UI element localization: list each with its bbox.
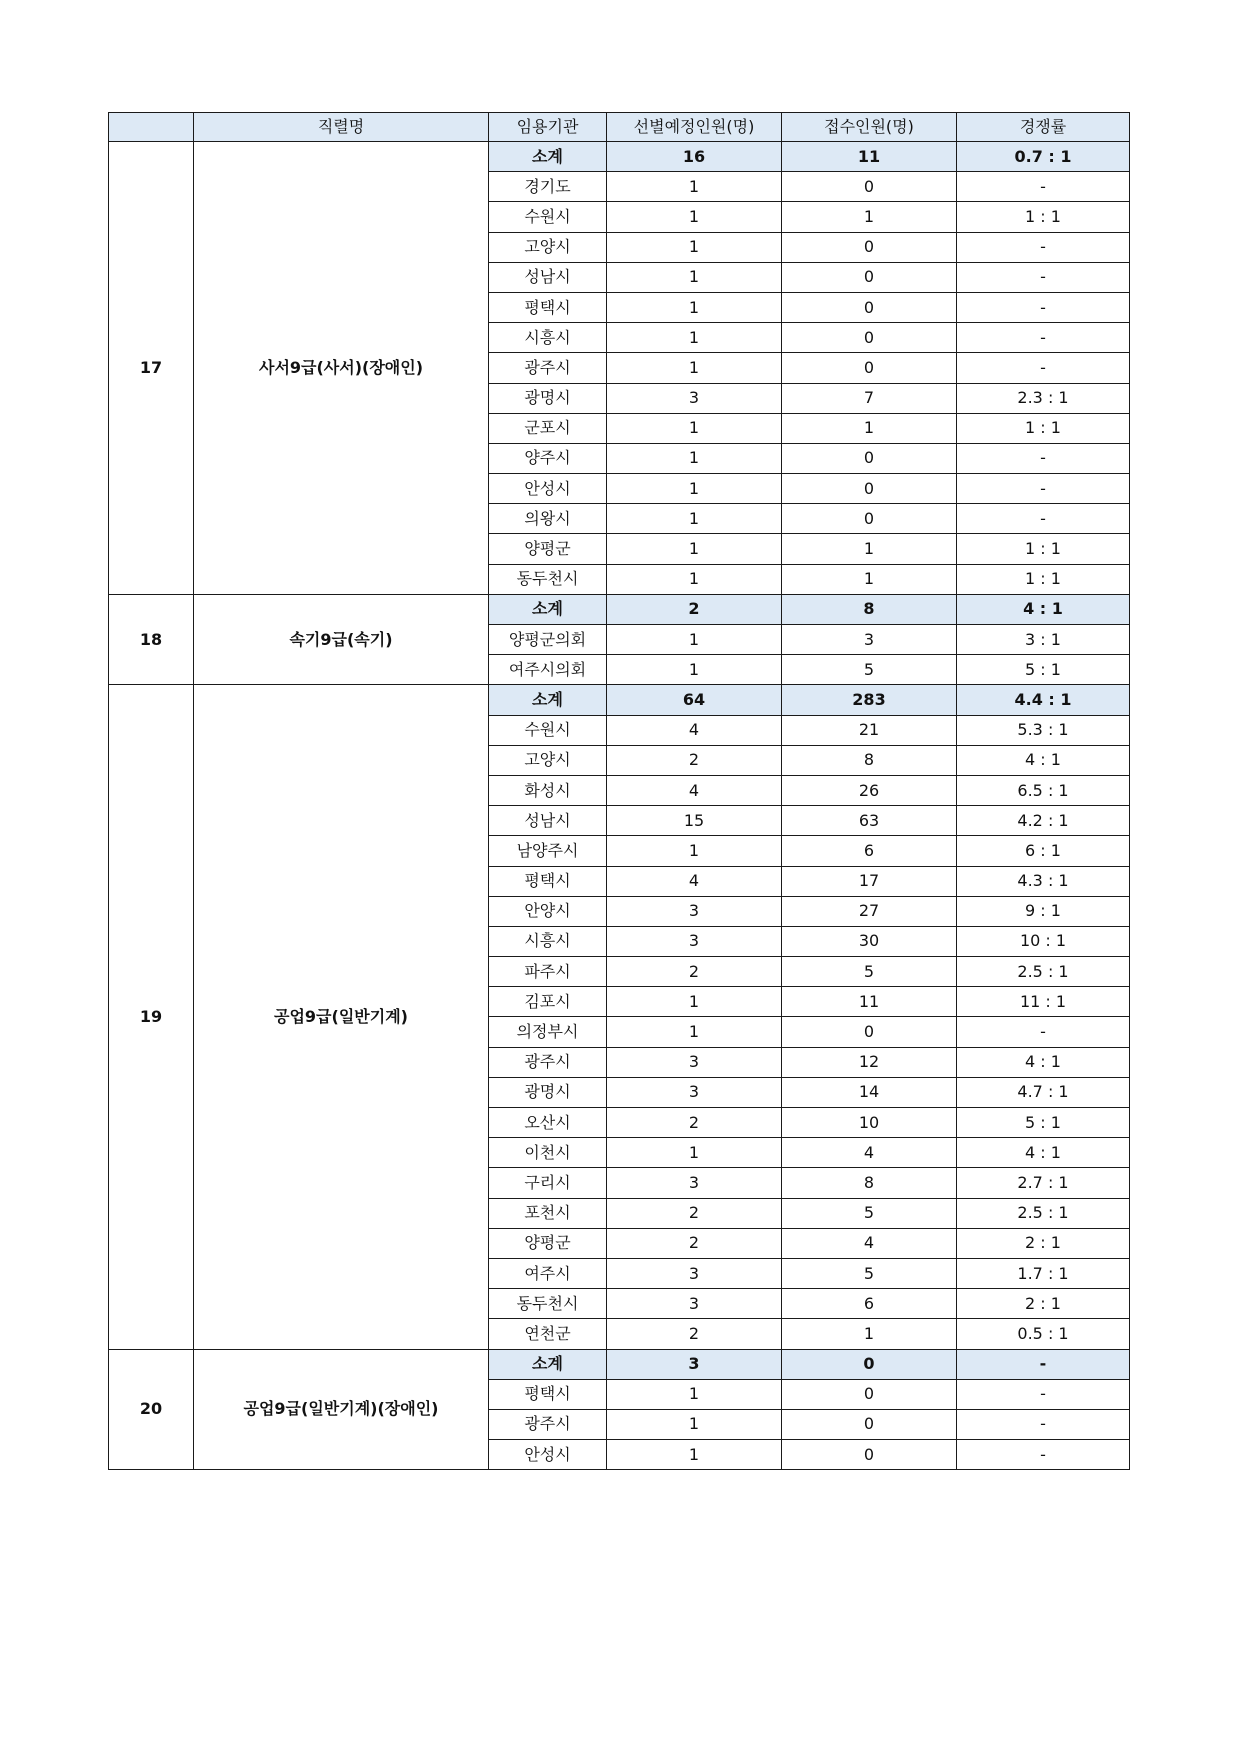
agency-cell: 평택시	[489, 866, 607, 896]
applied-cell: 4	[782, 1138, 957, 1168]
applied-cell: 1	[782, 413, 957, 443]
ratio-cell: 5 : 1	[957, 1108, 1130, 1138]
ratio-cell: 11 : 1	[957, 987, 1130, 1017]
agency-cell: 평택시	[489, 1379, 607, 1409]
ratio-cell: 5 : 1	[957, 655, 1130, 685]
planned-cell: 3	[607, 896, 782, 926]
ratio-cell: 4.2 : 1	[957, 806, 1130, 836]
planned-cell: 3	[607, 1258, 782, 1288]
agency-cell: 양주시	[489, 443, 607, 473]
planned-cell: 3	[607, 1289, 782, 1319]
agency-cell: 수원시	[489, 202, 607, 232]
applied-cell: 6	[782, 1289, 957, 1319]
applied-cell: 30	[782, 926, 957, 956]
applied-cell: 10	[782, 1108, 957, 1138]
applied-cell: 8	[782, 594, 957, 624]
agency-cell: 구리시	[489, 1168, 607, 1198]
agency-cell: 양평군의회	[489, 625, 607, 655]
ratio-cell: 4 : 1	[957, 745, 1130, 775]
applied-cell: 5	[782, 957, 957, 987]
agency-cell: 평택시	[489, 292, 607, 322]
job-series-name: 사서9급(사서)(장애인)	[194, 142, 489, 595]
applied-cell: 21	[782, 715, 957, 745]
planned-cell: 1	[607, 232, 782, 262]
applied-cell: 0	[782, 474, 957, 504]
planned-cell: 1	[607, 1379, 782, 1409]
agency-cell: 광주시	[489, 353, 607, 383]
subtotal-row	[109, 142, 1130, 172]
agency-cell: 수원시	[489, 715, 607, 745]
planned-cell: 64	[607, 685, 782, 715]
planned-cell: 3	[607, 1047, 782, 1077]
agency-cell: 파주시	[489, 957, 607, 987]
ratio-cell: -	[957, 323, 1130, 353]
planned-cell: 1	[607, 262, 782, 292]
agency-cell: 소계	[489, 1349, 607, 1379]
planned-cell: 1	[607, 353, 782, 383]
planned-cell: 1	[607, 1440, 782, 1470]
planned-cell: 1	[607, 1017, 782, 1047]
ratio-cell: 1 : 1	[957, 534, 1130, 564]
applied-cell: 3	[782, 625, 957, 655]
planned-cell: 16	[607, 142, 782, 172]
agency-cell: 포천시	[489, 1198, 607, 1228]
agency-cell: 시흥시	[489, 926, 607, 956]
group-number: 17	[109, 142, 194, 595]
ratio-cell: 1.7 : 1	[957, 1258, 1130, 1288]
applied-cell: 1	[782, 1319, 957, 1349]
planned-cell: 1	[607, 172, 782, 202]
agency-cell: 안성시	[489, 1440, 607, 1470]
group-number: 20	[109, 1349, 194, 1470]
ratio-cell: -	[957, 1409, 1130, 1439]
ratio-cell: -	[957, 504, 1130, 534]
planned-cell: 3	[607, 926, 782, 956]
group-number: 19	[109, 685, 194, 1349]
planned-cell: 3	[607, 1168, 782, 1198]
planned-cell: 1	[607, 564, 782, 594]
ratio-cell: 1 : 1	[957, 202, 1130, 232]
planned-cell: 1	[607, 1138, 782, 1168]
agency-cell: 이천시	[489, 1138, 607, 1168]
agency-cell: 남양주시	[489, 836, 607, 866]
agency-cell: 여주시의회	[489, 655, 607, 685]
planned-cell: 4	[607, 866, 782, 896]
planned-cell: 2	[607, 1198, 782, 1228]
agency-cell: 안양시	[489, 896, 607, 926]
planned-cell: 3	[607, 1077, 782, 1107]
job-series-name: 속기9급(속기)	[194, 594, 489, 685]
planned-cell: 4	[607, 775, 782, 805]
planned-cell: 15	[607, 806, 782, 836]
ratio-cell: 2.5 : 1	[957, 957, 1130, 987]
planned-cell: 1	[607, 534, 782, 564]
table-header	[109, 113, 1130, 142]
planned-cell: 1	[607, 474, 782, 504]
planned-cell: 1	[607, 1409, 782, 1439]
agency-cell: 양평군	[489, 534, 607, 564]
agency-cell: 광주시	[489, 1047, 607, 1077]
ratio-cell: 3 : 1	[957, 625, 1130, 655]
ratio-cell: -	[957, 1440, 1130, 1470]
applied-cell: 5	[782, 1258, 957, 1288]
ratio-cell: -	[957, 353, 1130, 383]
planned-cell: 1	[607, 323, 782, 353]
planned-cell: 2	[607, 1319, 782, 1349]
applied-cell: 0	[782, 172, 957, 202]
subtotal-row	[109, 1349, 1130, 1379]
ratio-cell: 4.3 : 1	[957, 866, 1130, 896]
applied-cell: 0	[782, 232, 957, 262]
header-no	[109, 113, 194, 142]
subtotal-row	[109, 685, 1130, 715]
header-job-series: 직렬명	[194, 113, 489, 142]
applied-cell: 11	[782, 142, 957, 172]
header-agency: 임용기관	[489, 113, 607, 142]
applied-cell: 5	[782, 655, 957, 685]
applied-cell: 0	[782, 262, 957, 292]
agency-cell: 소계	[489, 142, 607, 172]
ratio-cell: 6 : 1	[957, 836, 1130, 866]
agency-cell: 동두천시	[489, 564, 607, 594]
applied-cell: 0	[782, 292, 957, 322]
header-ratio: 경쟁률	[957, 113, 1130, 142]
applied-cell: 14	[782, 1077, 957, 1107]
ratio-cell: 0.5 : 1	[957, 1319, 1130, 1349]
agency-cell: 경기도	[489, 172, 607, 202]
planned-cell: 2	[607, 1228, 782, 1258]
ratio-cell: -	[957, 1379, 1130, 1409]
applied-cell: 0	[782, 1017, 957, 1047]
planned-cell: 1	[607, 836, 782, 866]
applied-cell: 1	[782, 564, 957, 594]
agency-cell: 광주시	[489, 1409, 607, 1439]
ratio-cell: 10 : 1	[957, 926, 1130, 956]
ratio-cell: -	[957, 172, 1130, 202]
applied-cell: 283	[782, 685, 957, 715]
agency-cell: 여주시	[489, 1258, 607, 1288]
agency-cell: 소계	[489, 594, 607, 624]
planned-cell: 1	[607, 504, 782, 534]
agency-cell: 소계	[489, 685, 607, 715]
applied-cell: 1	[782, 534, 957, 564]
agency-cell: 오산시	[489, 1108, 607, 1138]
agency-cell: 동두천시	[489, 1289, 607, 1319]
group-number: 18	[109, 594, 194, 685]
applied-cell: 0	[782, 443, 957, 473]
job-series-name: 공업9급(일반기계)(장애인)	[194, 1349, 489, 1470]
ratio-cell: 4 : 1	[957, 1138, 1130, 1168]
applied-cell: 0	[782, 504, 957, 534]
applied-cell: 1	[782, 202, 957, 232]
table-body	[109, 142, 1130, 1470]
ratio-cell: 2.7 : 1	[957, 1168, 1130, 1198]
agency-cell: 안성시	[489, 474, 607, 504]
applied-cell: 7	[782, 383, 957, 413]
applied-cell: 5	[782, 1198, 957, 1228]
planned-cell: 2	[607, 1108, 782, 1138]
ratio-cell: 1 : 1	[957, 564, 1130, 594]
applied-cell: 26	[782, 775, 957, 805]
header-planned: 선별예정인원(명)	[607, 113, 782, 142]
planned-cell: 1	[607, 292, 782, 322]
applied-cell: 0	[782, 1349, 957, 1379]
agency-cell: 연천군	[489, 1319, 607, 1349]
ratio-cell: 9 : 1	[957, 896, 1130, 926]
agency-cell: 시흥시	[489, 323, 607, 353]
planned-cell: 1	[607, 655, 782, 685]
header-row	[109, 113, 1130, 142]
applied-cell: 0	[782, 1379, 957, 1409]
applied-cell: 27	[782, 896, 957, 926]
applied-cell: 0	[782, 323, 957, 353]
agency-cell: 의왕시	[489, 504, 607, 534]
applied-cell: 0	[782, 1440, 957, 1470]
applied-cell: 0	[782, 1409, 957, 1439]
planned-cell: 4	[607, 715, 782, 745]
ratio-cell: -	[957, 1017, 1130, 1047]
ratio-cell: 2.3 : 1	[957, 383, 1130, 413]
ratio-cell: 6.5 : 1	[957, 775, 1130, 805]
agency-cell: 의정부시	[489, 1017, 607, 1047]
subtotal-row	[109, 594, 1130, 624]
agency-cell: 성남시	[489, 262, 607, 292]
ratio-cell: 4 : 1	[957, 1047, 1130, 1077]
ratio-cell: -	[957, 1349, 1130, 1379]
header-applied: 접수인원(명)	[782, 113, 957, 142]
agency-cell: 광명시	[489, 383, 607, 413]
planned-cell: 3	[607, 383, 782, 413]
ratio-cell: 5.3 : 1	[957, 715, 1130, 745]
applied-cell: 11	[782, 987, 957, 1017]
ratio-cell: 2.5 : 1	[957, 1198, 1130, 1228]
planned-cell: 2	[607, 745, 782, 775]
planned-cell: 2	[607, 957, 782, 987]
planned-cell: 1	[607, 202, 782, 232]
applied-cell: 17	[782, 866, 957, 896]
applied-cell: 8	[782, 1168, 957, 1198]
ratio-cell: 2 : 1	[957, 1289, 1130, 1319]
agency-cell: 고양시	[489, 232, 607, 262]
ratio-cell: -	[957, 474, 1130, 504]
ratio-cell: 4.7 : 1	[957, 1077, 1130, 1107]
planned-cell: 1	[607, 413, 782, 443]
agency-cell: 광명시	[489, 1077, 607, 1107]
ratio-cell: 2 : 1	[957, 1228, 1130, 1258]
applied-cell: 6	[782, 836, 957, 866]
ratio-cell: 1 : 1	[957, 413, 1130, 443]
ratio-cell: -	[957, 232, 1130, 262]
applied-cell: 8	[782, 745, 957, 775]
applied-cell: 12	[782, 1047, 957, 1077]
job-series-name: 공업9급(일반기계)	[194, 685, 489, 1349]
agency-cell: 김포시	[489, 987, 607, 1017]
ratio-cell: 0.7 : 1	[957, 142, 1130, 172]
applied-cell: 63	[782, 806, 957, 836]
agency-cell: 화성시	[489, 775, 607, 805]
ratio-cell: -	[957, 262, 1130, 292]
planned-cell: 1	[607, 987, 782, 1017]
planned-cell: 1	[607, 443, 782, 473]
planned-cell: 3	[607, 1349, 782, 1379]
ratio-cell: -	[957, 292, 1130, 322]
applied-cell: 4	[782, 1228, 957, 1258]
planned-cell: 2	[607, 594, 782, 624]
applied-cell: 0	[782, 353, 957, 383]
agency-cell: 양평군	[489, 1228, 607, 1258]
ratio-cell: 4 : 1	[957, 594, 1130, 624]
agency-cell: 군포시	[489, 413, 607, 443]
ratio-cell: -	[957, 443, 1130, 473]
recruitment-table	[108, 112, 1130, 1470]
ratio-cell: 4.4 : 1	[957, 685, 1130, 715]
agency-cell: 고양시	[489, 745, 607, 775]
agency-cell: 성남시	[489, 806, 607, 836]
planned-cell: 1	[607, 625, 782, 655]
